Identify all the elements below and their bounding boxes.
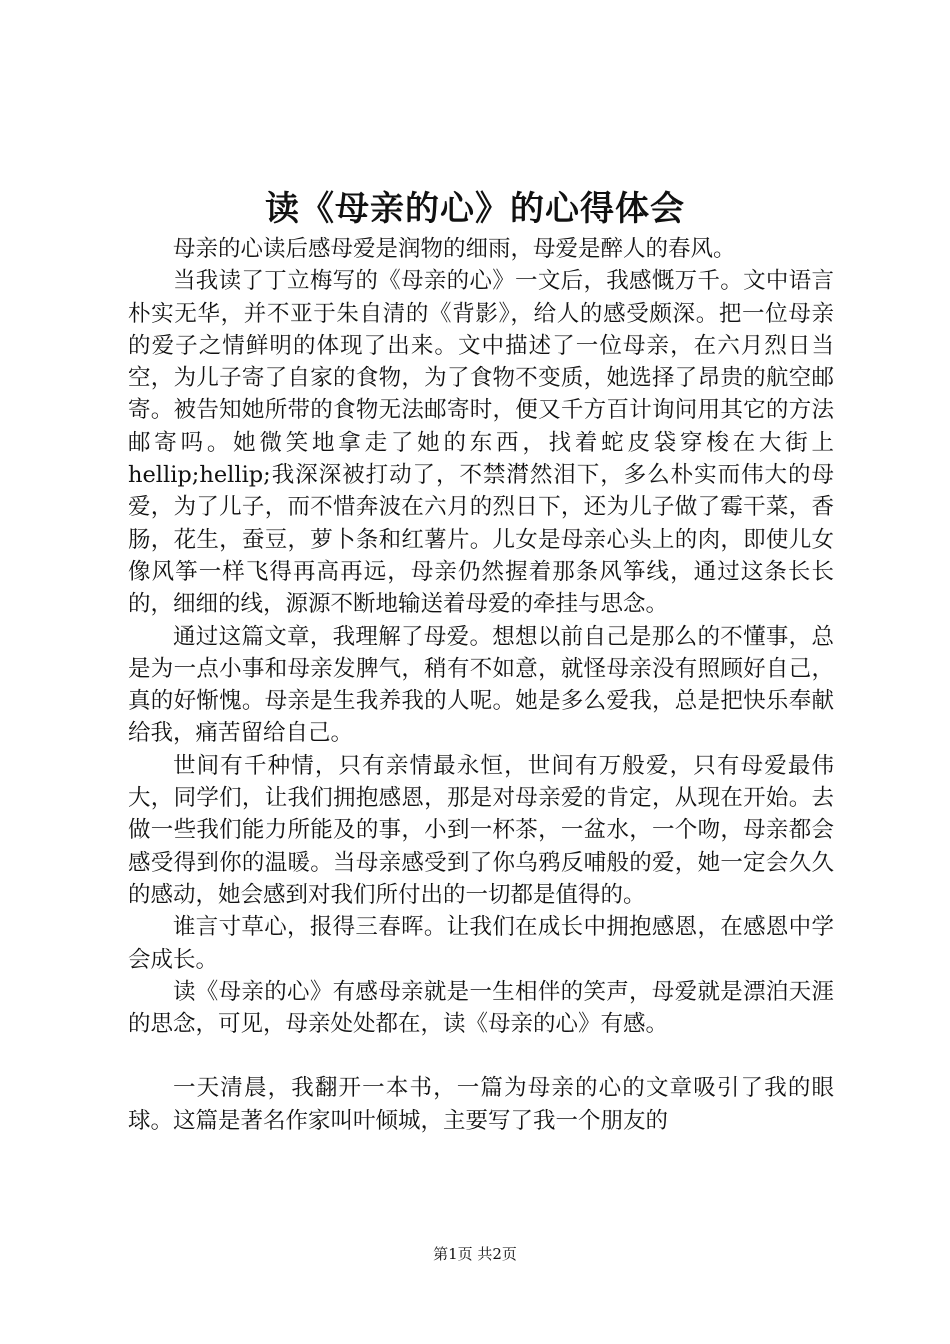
paragraph: 母亲的心读后感母爱是润物的细雨，母爱是醉人的春风。 [173, 236, 736, 262]
paragraph: 一天清晨，我翻开一本书，一篇为母亲的心的文章吸引了我的眼球。这篇是著名作家叫叶倾城，主要写了我一个朋友的 [128, 1075, 834, 1134]
document-body [128, 233, 834, 1137]
paragraph: 世间有千种情，只有亲情最永恒，世间有万般爱，只有母爱最伟大，同学们，让我们拥抱感恩，那是对母亲爱的肯定，从现在开始。去做一些我们能力所能及的事，小到一杯茶，一盆水，一个吻，母亲都会感受得到你的温暖。当母亲感受到了你乌鸦反哺般的爱，她一定会久久的感动，她会感到对我们所付出的一切都是值得的。 [128, 752, 834, 908]
paragraph: 当我读了丁立梅写的《母亲的心》一文后，我感慨万千。文中语言朴实无华，并不亚于朱自清的《背影》，给人的感受颇深。把一位母亲的爱子之情鲜明的体现了出来。文中描述了一位母亲，在六月烈日当空，为儿子寄了自家的食物，为了食物不变质，她选择了昂贵的航空邮寄。被告知她所带的食物无法邮寄时，便又千方百计询问用其它的方法邮寄吗。她微笑地拿走了她的东西，找着蛇皮袋穿梭在大街上hellip;hellip;我深深被打动了，不禁潸然泪下，多么朴实而伟大的母爱，为了儿子，而不惜奔波在六月的烈日下，还为儿子做了霉干菜，香肠，花生，蚕豆，萝卜条和红薯片。儿女是母亲心头上的肉，即使儿女像风筝一样飞得再高再远，母亲仍然握着那条风筝线，通过这条长长的，细细的线，源源不断地输送着母爱的牵挂与思念。 [128, 268, 834, 618]
paragraph: 通过这篇文章，我理解了母爱。想想以前自己是那么的不懂事，总是为一点小事和母亲发脾气，稍有不如意，就怪母亲没有照顾好自己，真的好惭愧。母亲是生我养我的人呢。她是多么爱我，总是把快乐奉献给我，痛苦留给自己。 [128, 623, 834, 747]
document-title: 读《母亲的心》的心得体会 [265, 189, 685, 229]
paragraph: 读《母亲的心》有感母亲就是一生相伴的笑声，母爱就是漂泊天涯的思念，可见，母亲处处都在，读《母亲的心》有感。 [128, 978, 834, 1038]
page-number-footer: 第1页 共2页 [433, 1245, 517, 1263]
paragraph: 谁言寸草心，报得三春晖。让我们在成长中拥抱感恩，在感恩中学会成长。 [128, 914, 834, 973]
